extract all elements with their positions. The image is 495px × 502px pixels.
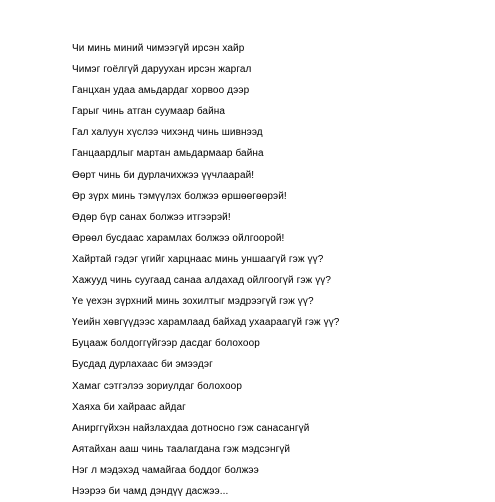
poem-line: Үеийн хөвгүүдээс харамлаад байхад ухаараагүй гэж үү? (72, 317, 340, 329)
poem-line: Чимэг гоёлгүй даруухан ирсэн жаргал (72, 64, 252, 76)
poem-line: Ганцаардлыг мартан амьдармаар байна (72, 148, 264, 160)
poem-text (72, 38, 339, 502)
poem-line: Хайртай гэдэг үгийг харцнаас минь уншаагүй гэж үү? (72, 253, 324, 265)
poem-line: Өдөр бүр санах болжээ итгээрэй! (72, 211, 231, 223)
poem-line: Өрөөл бусдаас харамлах болжээ ойлгоорой! (72, 232, 285, 244)
poem-line: Нээрээ би чамд дэндүү дасжээ... (72, 485, 229, 497)
poem-line: Чи минь миний чимээгүй ирсэн хайр (72, 43, 245, 54)
poem-line: Буцааж болдоггүйгээр дасдаг болохоор (72, 338, 260, 350)
poem-line: Хажууд чинь суугаад санаа алдахад ойлгоогүй гэж үү? (72, 275, 332, 287)
poem-line: Бусдад дурлахаас би эмээдэг (72, 359, 213, 371)
poem-line: Хаяха би хайраас айдаг (72, 401, 186, 413)
poem-line: Хамаг сэтгэлээ зориулдаг болохоор (72, 380, 242, 392)
poem-line: Ганцхан удаа амьдардаг хорвоо дээр (72, 85, 250, 97)
poem-line: Гарыг чинь атган суумаар байна (72, 106, 226, 118)
poem-line: Гал халуун хүслээ чихэнд чинь шивнээд (72, 127, 263, 139)
poem-line: Үе үехэн зүрхний минь зохилтыг мэдрээгүй гэж үү? (72, 296, 314, 308)
poem-line: Нэг л мэдэхэд чамайгаа боддог болжээ (72, 464, 259, 476)
poem-line: Аятайхан ааш чинь таалагдана гэж мэдсэнгүй (72, 443, 291, 455)
poem-line: Өөрт чинь би дурлачихжээ үүчлаарай! (72, 169, 255, 181)
poem-line: Анирггүйхэн найзлахдаа дотносно гэж санасангүй (72, 422, 310, 434)
poem-line: Өр зүрх минь тэмүүлэх болжээ өршөөгөөрэй! (72, 190, 287, 202)
